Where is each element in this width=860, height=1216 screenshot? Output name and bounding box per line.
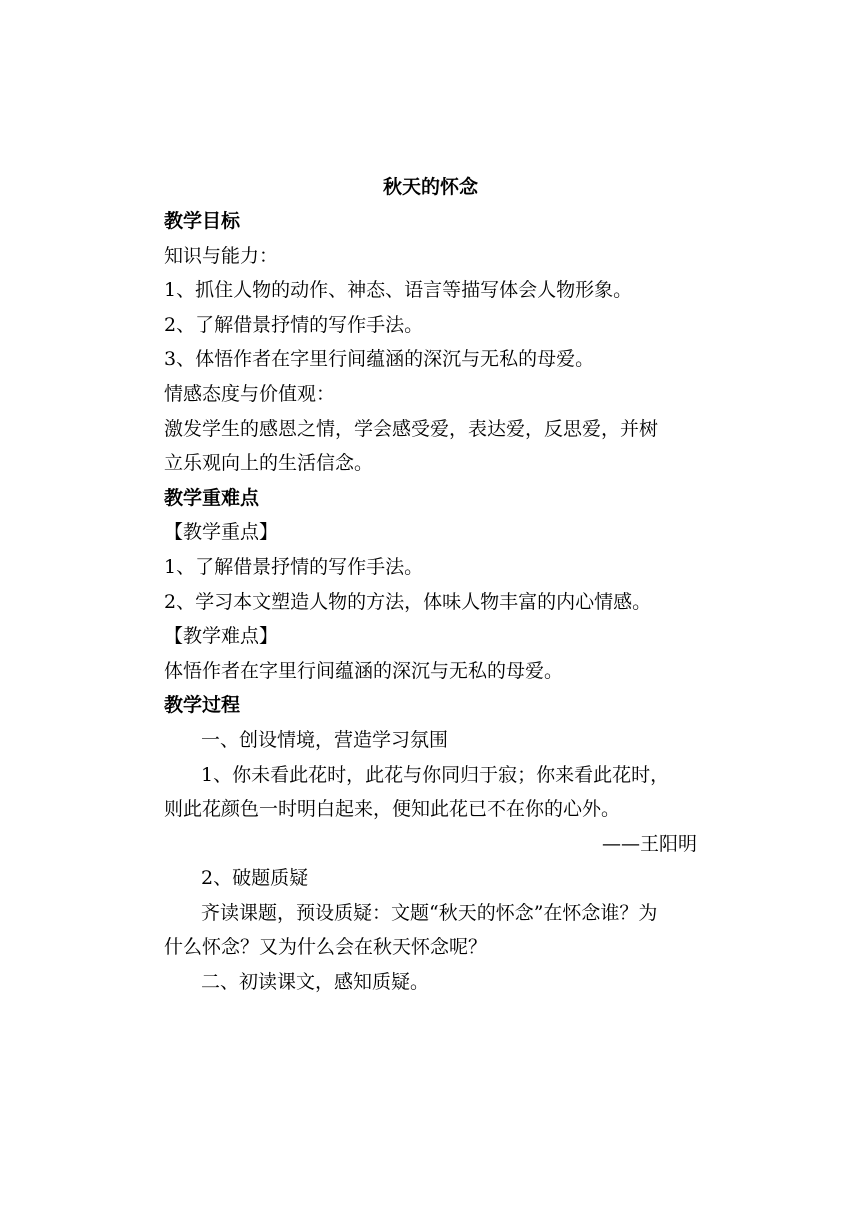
process-step-1-heading: 一、创设情境，营造学习氛围 [201, 728, 449, 751]
label-key-points: 【教学重点】 [164, 521, 279, 544]
quote-line-1: 1、你未看此花时，此花与你同归于寂；你来看此花时， [201, 763, 670, 786]
question-line-2: 什么怀念？又为什么会在秋天怀念呢？ [164, 936, 488, 959]
subheading-knowledge-ability: 知识与能力： [164, 244, 279, 267]
section-heading-process: 教学过程 [164, 694, 241, 717]
difficult-point-item: 体悟作者在字里行间蕴涵的深沉与无私的母爱。 [164, 659, 564, 682]
process-step-2-heading: 二、初读课文，感知质疑。 [201, 971, 430, 994]
label-difficult-points: 【教学难点】 [164, 625, 279, 648]
document-title: 秋天的怀念 [382, 176, 478, 198]
emotion-values-line-1: 激发学生的感恩之情，学会感受爱，表达爱，反思爱，并树 [164, 417, 659, 440]
section-heading-key-points: 教学重难点 [164, 486, 260, 509]
key-point-item-1: 1、了解借景抒情的写作手法。 [164, 555, 424, 578]
document-page [164, 170, 697, 1000]
subheading-emotion-values: 情感态度与价值观： [164, 382, 336, 405]
objective-item-1: 1、抓住人物的动作、神态、语言等描写体会人物形象。 [164, 279, 633, 302]
key-point-item-2: 2、学习本文塑造人物的方法，体味人物丰富的内心情感。 [164, 590, 652, 613]
quote-attribution: ——王阳明 [601, 832, 697, 855]
objective-item-3: 3、体悟作者在字里行间蕴涵的深沉与无私的母爱。 [164, 348, 595, 371]
emotion-values-line-2: 立乐观向上的生活信念。 [164, 452, 374, 475]
quote-line-2: 则此花颜色一时明白起来，便知此花已不在你的心外。 [164, 798, 621, 821]
question-line-1: 齐读课题，预设质疑：文题“秋天的怀念”在怀念谁？为 [201, 901, 658, 924]
process-substep-2: 2、破题质疑 [201, 867, 309, 890]
section-heading-objectives: 教学目标 [164, 210, 241, 232]
objective-item-2: 2、了解借景抒情的写作手法。 [164, 313, 424, 336]
